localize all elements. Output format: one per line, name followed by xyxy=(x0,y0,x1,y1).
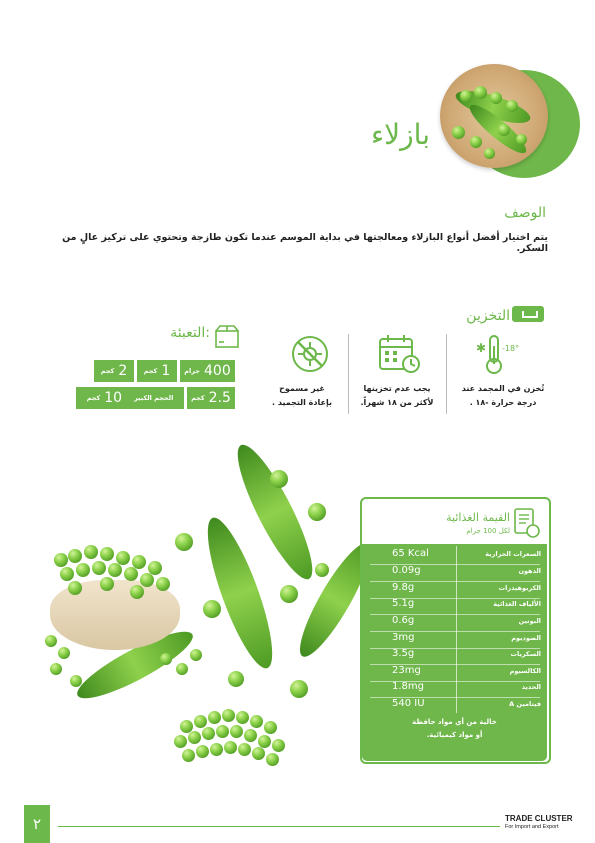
storage-badge-icon xyxy=(512,306,544,322)
storage-item-1-line2: درجة حرارة -١٨ . xyxy=(469,397,537,407)
nutrition-row xyxy=(362,564,547,581)
pack-unit: كجم xyxy=(100,367,115,375)
footer-divider xyxy=(58,826,500,827)
nutrition-value: 23mg xyxy=(392,665,421,676)
thermometer-icon xyxy=(468,332,524,376)
nutrition-value: 3.5g xyxy=(392,648,415,659)
divider xyxy=(348,334,349,414)
storage-item-2-line2: لأكثر من ١٨ شهراً. xyxy=(360,397,434,407)
pack-option-400g xyxy=(180,360,235,382)
thermometer-label: -18° xyxy=(502,344,520,353)
nutrition-row xyxy=(362,697,547,714)
pack-label: الحجم الكبير xyxy=(134,394,174,402)
nutrition-label: الألياف الغذائية xyxy=(493,600,541,608)
storage-item-1 xyxy=(458,382,548,409)
nutrition-value: 0.6g xyxy=(392,615,415,626)
nutrition-subheading: لكل 100 جرام xyxy=(466,527,510,535)
nutrition-label: السعرات الحرارية xyxy=(485,550,541,558)
pack-option-2kg xyxy=(94,360,134,382)
description-heading: الوصف xyxy=(504,205,546,221)
nutrition-label: الكربوهيدرات xyxy=(498,584,541,592)
no-virus-icon xyxy=(290,334,330,374)
nutrition-row xyxy=(362,614,547,631)
pack-option-large-10kg xyxy=(76,387,184,409)
calendar-icon xyxy=(378,334,422,374)
storage-item-3-line1: غير مسموح xyxy=(279,384,325,393)
nutrition-value: 0.09g xyxy=(392,565,421,576)
nutrition-label: فيتامين A xyxy=(509,700,541,708)
brand-tagline: For Import and Export xyxy=(505,824,559,830)
nutrition-row xyxy=(362,664,547,681)
pack-unit: كجم xyxy=(143,367,158,375)
nutrition-label: السكريات xyxy=(510,650,541,658)
pack-num: 10 xyxy=(104,390,123,406)
pack-num: 2 xyxy=(118,363,128,379)
storage-item-2 xyxy=(352,382,442,409)
page-title: بازلاء xyxy=(371,118,430,151)
nutrition-footnote xyxy=(362,716,547,743)
pack-option-2-5kg xyxy=(187,387,235,409)
nutrition-label: الدهون xyxy=(518,567,541,575)
nutrition-row xyxy=(362,581,547,598)
nutrition-heading: القيمة الغذائية xyxy=(446,511,510,524)
storage-item-3-line2: بإعادة التجميد . xyxy=(272,397,332,407)
packaging-heading: التعبئة: xyxy=(170,325,210,341)
pack-num: 400 xyxy=(204,363,231,379)
divider xyxy=(446,334,447,414)
nutrition-label: الصوديوم xyxy=(511,634,541,642)
nutrition-label: الكالسيوم xyxy=(509,667,541,675)
nutrition-row xyxy=(362,647,547,664)
pack-unit: جرام xyxy=(184,367,200,375)
nutrition-footnote-line1: خالية من أي مواد حافظة xyxy=(412,718,497,726)
nutrition-value: 9.8g xyxy=(392,582,415,593)
storage-item-2-line1: يجب عدم تخزينها xyxy=(363,384,431,393)
pack-option-1kg xyxy=(137,360,177,382)
nutrition-value: 1.8mg xyxy=(392,681,424,692)
nutrition-row xyxy=(362,631,547,648)
storage-heading: التخزين xyxy=(466,308,510,324)
pack-num: 2.5 xyxy=(208,390,231,406)
pack-unit: كجم xyxy=(191,394,205,402)
nutrition-value: 3mg xyxy=(392,632,415,643)
box-icon xyxy=(214,324,240,348)
pack-unit: كجم xyxy=(86,394,101,402)
svg-text:✱: ✱ xyxy=(476,341,487,355)
nutrition-label: الحديد xyxy=(521,683,541,691)
storage-item-3 xyxy=(262,382,342,409)
brand-name: TRADE CLUSTER xyxy=(505,814,573,823)
page-number: ٢ xyxy=(24,805,50,843)
nutrition-value: 5.1g xyxy=(392,598,415,609)
nutrition-row xyxy=(362,547,547,564)
nutrition-footnote-line2: أو مواد كيميائية. xyxy=(426,731,483,740)
hero-peas-bowl-image xyxy=(440,64,548,168)
nutrition-doc-icon xyxy=(512,507,542,539)
nutrition-value: 540 IU xyxy=(392,698,425,709)
nutrition-label: البوتين xyxy=(518,617,541,625)
storage-item-1-line1: تُخزن في المجمد عند xyxy=(461,384,545,393)
nutrition-row xyxy=(362,597,547,614)
peas-illustration xyxy=(40,425,360,780)
nutrition-value: 65 Kcal xyxy=(392,548,429,559)
nutrition-row xyxy=(362,680,547,697)
pack-num: 1 xyxy=(161,363,171,379)
description-text: يتم اختيار أفضل أنواع البازلاء ومعالجتها في بداية الموسم عندما تكون طازجة وتحتوي على تركيز عالٍ من السكر. xyxy=(62,232,548,254)
